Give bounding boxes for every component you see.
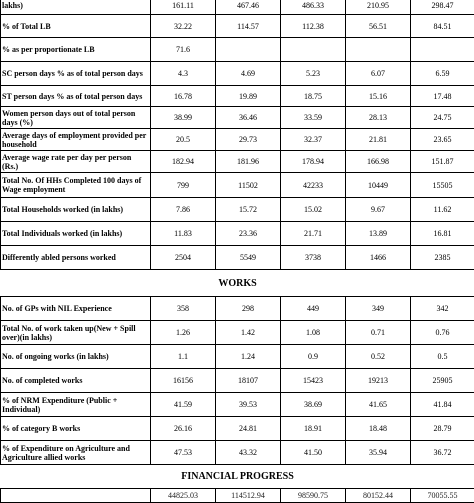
value-cell: 0.9 [281,345,346,369]
row-label: ST person days % as of total person days [1,86,151,107]
value-cell: 16.78 [151,86,216,107]
row-label: % of category B works [1,417,151,441]
value-cell: 4.3 [151,62,216,86]
table-row [1,198,474,222]
value-cell: 15423 [281,369,346,393]
value-cell: 16156 [151,369,216,393]
value-cell: 29.73 [216,129,281,151]
value-cell: 17.48 [411,86,474,107]
financial-heading-section [1,465,474,503]
value-cell [411,38,474,62]
value-cell: 38.69 [281,393,346,417]
value-cell: 0.52 [346,345,411,369]
table-row [1,222,474,246]
row-label: Differently abled persons worked [1,246,151,270]
financial-partial-cell: 70055.55 [411,489,474,503]
value-cell: 23.65 [411,129,474,151]
value-cell: 3738 [281,246,346,270]
value-cell: 21.71 [281,222,346,246]
table-row [1,369,474,393]
table-row [1,107,474,129]
row-label: % of NRM Expenditure (Public + Individual) [1,393,151,417]
value-cell: 41.84 [411,393,474,417]
table-row [1,15,474,38]
value-cell: 161.11 [151,0,216,15]
value-cell: 36.46 [216,107,281,129]
value-cell: 2504 [151,246,216,270]
value-cell: 449 [281,297,346,321]
value-cell: 10449 [346,173,411,198]
row-label: Total No. of work taken up(New + Spill over)(in lakhs) [1,321,151,345]
value-cell: 298 [216,297,281,321]
table-row [1,441,474,465]
row-label: Total Households worked (in lakhs) [1,198,151,222]
financial-partial-cell: 114512.94 [216,489,281,503]
value-cell: 26.16 [151,417,216,441]
table-row [1,62,474,86]
value-cell: 84.51 [411,15,474,38]
row-label: SC person days % as of total person days [1,62,151,86]
value-cell: 32.37 [281,129,346,151]
value-cell: 112.38 [281,15,346,38]
table-row [1,151,474,173]
table-row [1,86,474,107]
value-cell: 41.65 [346,393,411,417]
value-cell: 1.1 [151,345,216,369]
financial-partial-label [1,489,151,503]
value-cell: 1.24 [216,345,281,369]
value-cell: 166.98 [346,151,411,173]
value-cell: 18.48 [346,417,411,441]
value-cell: 467.46 [216,0,281,15]
financial-partial-row [1,489,474,503]
value-cell [216,38,281,62]
financial-partial-cell: 98590.75 [281,489,346,503]
value-cell: 41.59 [151,393,216,417]
table-row [1,173,474,198]
financial-progress-heading: FINANCIAL PROGRESS [1,465,474,489]
row-label: Total Individuals worked (in lakhs) [1,222,151,246]
value-cell: 18.91 [281,417,346,441]
value-cell: 28.13 [346,107,411,129]
value-cell: 114.57 [216,15,281,38]
works-section [1,297,474,465]
financial-partial-cell: 80152.44 [346,489,411,503]
value-cell: 28.79 [411,417,474,441]
value-cell: 18107 [216,369,281,393]
table-row [1,129,474,151]
table-row [1,297,474,321]
value-cell: 1466 [346,246,411,270]
value-cell: 1.42 [216,321,281,345]
value-cell [281,38,346,62]
row-label: No. of GPs with NIL Experience [1,297,151,321]
value-cell: 15.02 [281,198,346,222]
row-label: No. of completed works [1,369,151,393]
value-cell [346,38,411,62]
value-cell: 4.69 [216,62,281,86]
row-label: % of Total LB [1,15,151,38]
row-label: Women person days out of total person days (%) [1,107,151,129]
value-cell: 349 [346,297,411,321]
value-cell: 32.22 [151,15,216,38]
table-row [1,417,474,441]
value-cell: 20.5 [151,129,216,151]
value-cell: 11.62 [411,198,474,222]
value-cell: 36.72 [411,441,474,465]
value-cell: 6.07 [346,62,411,86]
table-row [1,0,474,15]
value-cell: 24.75 [411,107,474,129]
value-cell: 71.6 [151,38,216,62]
table-row [1,345,474,369]
value-cell: 5.23 [281,62,346,86]
row-label: Total No. Of HHs Completed 100 days of Wage employment [1,173,151,198]
value-cell: 43.32 [216,441,281,465]
value-cell: 210.95 [346,0,411,15]
table-row [1,246,474,270]
value-cell: 19213 [346,369,411,393]
value-cell: 47.53 [151,441,216,465]
value-cell: 15505 [411,173,474,198]
value-cell: 56.51 [346,15,411,38]
value-cell: 21.81 [346,129,411,151]
employment-section [1,0,474,270]
row-label: % as per proportionate LB [1,38,151,62]
value-cell: 19.89 [216,86,281,107]
row-label: % of Expenditure on Agriculture and Agriculture allied works [1,441,151,465]
value-cell: 1.08 [281,321,346,345]
value-cell: 0.76 [411,321,474,345]
value-cell: 342 [411,297,474,321]
works-heading-section [1,270,474,297]
value-cell: 16.81 [411,222,474,246]
table-row [1,321,474,345]
table-row [1,38,474,62]
row-label: Average days of employment provided per household [1,129,151,151]
value-cell: 13.89 [346,222,411,246]
value-cell: 151.87 [411,151,474,173]
value-cell: 7.86 [151,198,216,222]
row-label: Average wage rate per day per person (Rs.) [1,151,151,173]
value-cell: 486.33 [281,0,346,15]
value-cell: 25905 [411,369,474,393]
value-cell: 38.99 [151,107,216,129]
value-cell: 11.83 [151,222,216,246]
value-cell: 23.36 [216,222,281,246]
value-cell: 39.53 [216,393,281,417]
value-cell: 9.67 [346,198,411,222]
value-cell: 11502 [216,173,281,198]
value-cell: 1.26 [151,321,216,345]
value-cell: 42233 [281,173,346,198]
table-row [1,393,474,417]
value-cell: 182.94 [151,151,216,173]
value-cell: 15.16 [346,86,411,107]
value-cell: 181.96 [216,151,281,173]
value-cell: 298.47 [411,0,474,15]
value-cell: 24.81 [216,417,281,441]
value-cell: 33.59 [281,107,346,129]
value-cell: 5549 [216,246,281,270]
financial-partial-cell: 44825.03 [151,489,216,503]
value-cell: 2385 [411,246,474,270]
value-cell: 15.72 [216,198,281,222]
value-cell: 0.71 [346,321,411,345]
row-label: No. of ongoing works (in lakhs) [1,345,151,369]
value-cell: 41.50 [281,441,346,465]
value-cell: 178.94 [281,151,346,173]
value-cell: 799 [151,173,216,198]
value-cell: 0.5 [411,345,474,369]
value-cell: 18.75 [281,86,346,107]
value-cell: 35.94 [346,441,411,465]
row-label: lakhs) [1,0,151,15]
works-heading: WORKS [1,270,474,297]
value-cell: 358 [151,297,216,321]
value-cell: 6.59 [411,62,474,86]
